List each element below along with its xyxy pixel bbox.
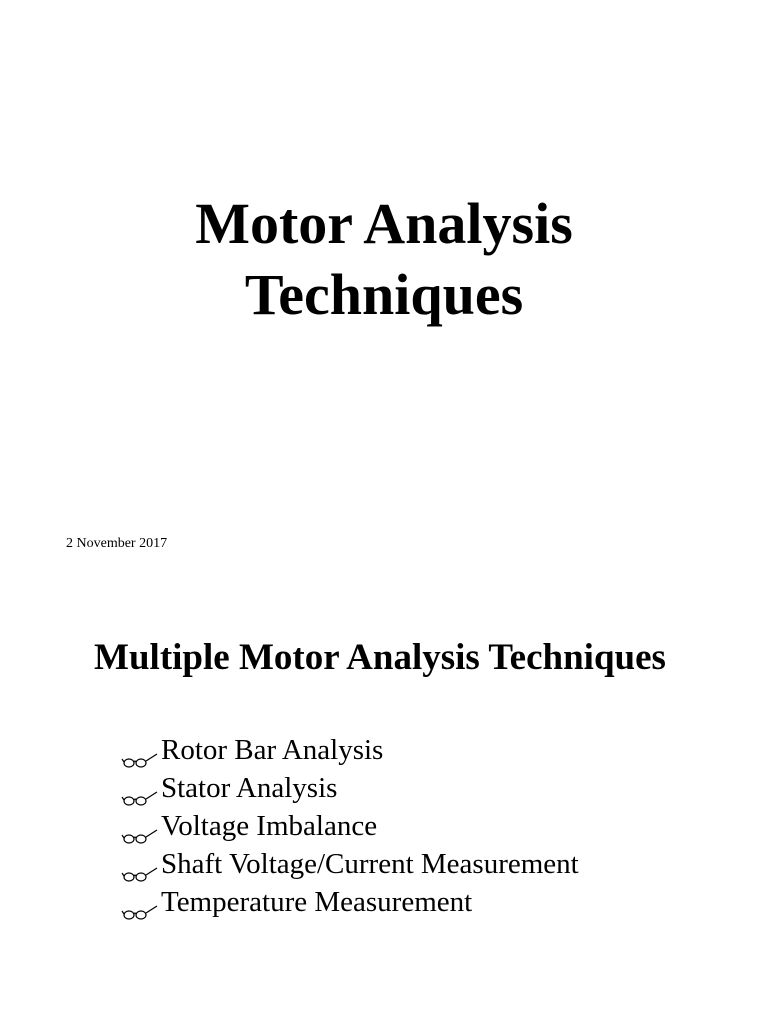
list-item-label: Stator Analysis xyxy=(161,772,338,804)
list-item-label: Voltage Imbalance xyxy=(161,810,378,842)
slide-title xyxy=(0,188,768,330)
slide-title-line-2: Techniques xyxy=(244,262,524,327)
eyeglasses-icon xyxy=(120,857,160,877)
list-item-label: Temperature Measurement xyxy=(161,886,473,918)
slide-title-line-1: Motor Analysis xyxy=(195,191,573,256)
eyeglasses-icon xyxy=(120,781,160,801)
list-item xyxy=(120,845,579,883)
list-item xyxy=(120,731,579,769)
eyeglasses-icon xyxy=(120,743,160,763)
list-item-label: Shaft Voltage/Current Measurement xyxy=(161,848,579,880)
eyeglasses-icon xyxy=(120,819,160,839)
list-item xyxy=(120,807,579,845)
list-item xyxy=(120,883,579,921)
bullet-list xyxy=(120,731,579,921)
eyeglasses-icon xyxy=(120,895,160,915)
slide-date: 2 November 2017 xyxy=(66,536,168,551)
list-item-label: Rotor Bar Analysis xyxy=(161,734,384,766)
list-item xyxy=(120,769,579,807)
section-heading: Multiple Motor Analysis Techniques xyxy=(94,637,666,678)
